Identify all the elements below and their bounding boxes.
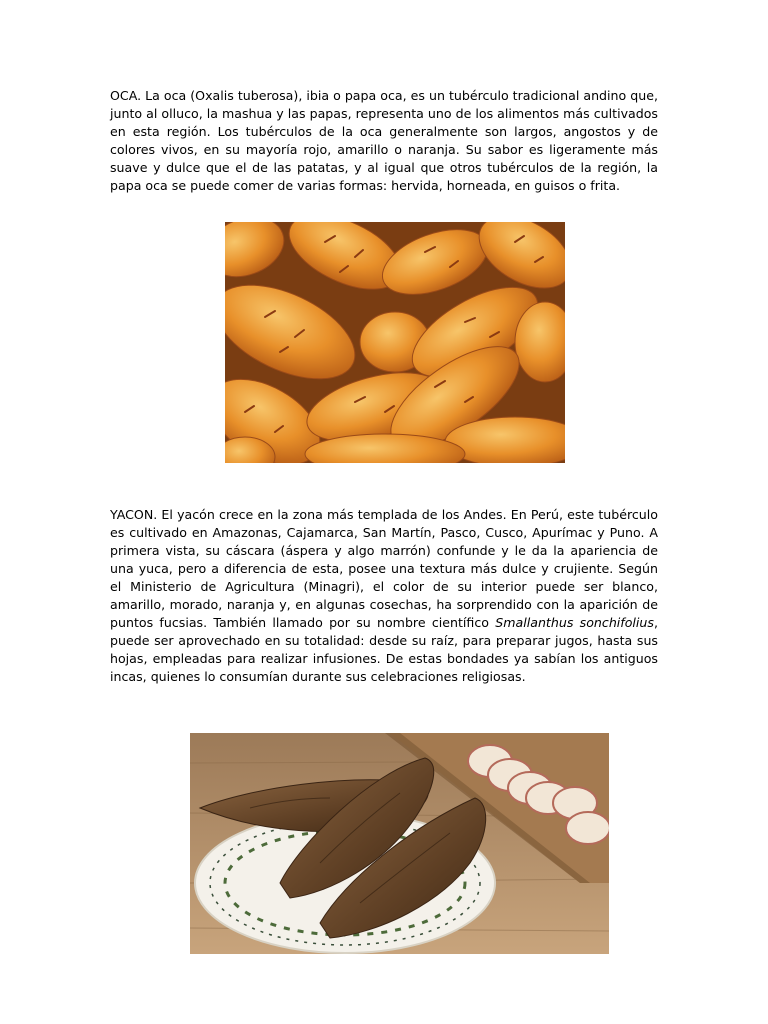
- yacon-text-after: , puede ser aprovechado en su totalidad: desde su raíz, para preparar jugos, hasta sus hojas, empleadas para realizar infusiones. De estas bondades ya sabían los antiguos incas, quienes lo consumían durante sus celebraciones religiosas.: [110, 615, 658, 684]
- oca-tubers-photo: [225, 222, 565, 463]
- yacon-paragraph: [110, 506, 658, 686]
- oca-paragraph: [110, 87, 658, 195]
- yacon-scientific-name: Smallanthus sonchifolius: [495, 615, 654, 630]
- yacon-roots-photo: [190, 733, 609, 954]
- yacon-text-before: YACON. El yacón crece en la zona más templada de los Andes. En Perú, este tubérculo es cultivado en Amazonas, Cajamarca, San Martín, Pasco, Cusco, Apurímac y Puno. A primera vista, su cáscara (áspera y algo marrón) confunde y le da la apariencia de una yuca, pero a diferencia de esta, posee una textura más dulce y crujiente. Según el Ministerio de Agricultura (Minagri), el color de su interior puede ser blanco, amarillo, morado, naranja y, en algunas cosechas, ha sorprendido con la aparición de puntos fucsias. También llamado por su nombre científico: [110, 507, 658, 630]
- oca-text: OCA. La oca (Oxalis tuberosa), ibia o papa oca, es un tubérculo tradicional andino que, junto al olluco, la mashua y las papas, representa uno de los alimentos más cultivados en esta región. Los tubérculos de la oca generalmente son largos, angostos y de colores vivos, en su mayoría rojo, amarillo o naranja. Su sabor es ligeramente más suave y dulce que el de las patatas, y al igual que otros tubérculos de la región, la papa oca se puede comer de varias formas: hervida, horneada, en guisos o frita.: [110, 88, 658, 193]
